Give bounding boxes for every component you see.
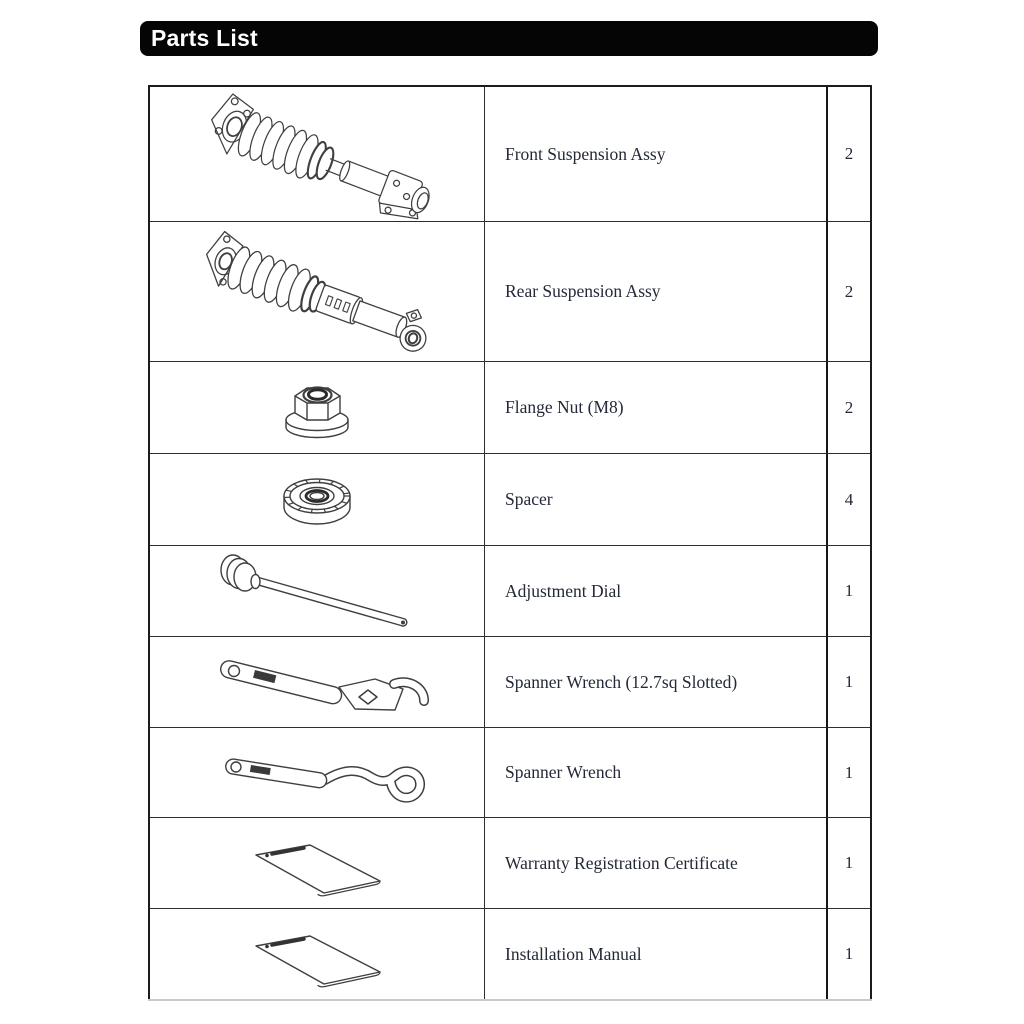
part-name: Spacer: [505, 489, 553, 509]
part-illustration-cell: [150, 221, 484, 361]
part-quantity-cell: [826, 636, 870, 727]
part-description-cell: [484, 453, 826, 545]
adjustment-dial-icon: [207, 550, 427, 632]
spacer-icon: [262, 460, 372, 540]
part-qty: 1: [844, 672, 854, 691]
part-name: Spanner Wrench (12.7sq Slotted): [505, 671, 738, 692]
part-illustration-cell: [150, 817, 484, 908]
installation-manual-icon: [232, 912, 402, 996]
part-qty: 1: [844, 762, 854, 782]
part-qty: 2: [844, 144, 854, 163]
part-description-cell: [484, 908, 826, 999]
part-description-cell: [484, 636, 826, 727]
part-qty: 4: [844, 489, 854, 509]
part-quantity-cell: [826, 817, 870, 908]
parts-list-header-bar: [140, 21, 878, 56]
part-quantity-cell: [826, 361, 870, 453]
part-quantity-cell: [826, 727, 870, 817]
rear-suspension-assy-icon: [167, 223, 467, 361]
scan-shadow-line: [148, 999, 872, 1001]
part-qty: 1: [844, 944, 854, 963]
spanner-wrench-hook-icon: [197, 728, 437, 818]
part-quantity-cell: [826, 908, 870, 999]
part-description-cell: [484, 87, 826, 221]
part-name: Flange Nut (M8): [505, 397, 624, 417]
part-quantity-cell: [826, 221, 870, 361]
warranty-certificate-icon: [232, 821, 402, 905]
part-description-cell: [484, 361, 826, 453]
part-quantity-cell: [826, 453, 870, 545]
part-illustration-cell: [150, 727, 484, 817]
part-illustration-cell: [150, 361, 484, 453]
part-description-cell: [484, 221, 826, 361]
part-description-cell: [484, 545, 826, 636]
part-description-cell: [484, 727, 826, 817]
part-name: Adjustment Dial: [505, 580, 622, 601]
part-name: Front Suspension Assy: [505, 143, 666, 164]
flange-nut-icon: [262, 368, 372, 448]
part-qty: 2: [844, 281, 854, 301]
part-description-cell: [484, 817, 826, 908]
part-name: Rear Suspension Assy: [505, 281, 661, 301]
part-illustration-cell: [150, 545, 484, 636]
part-name: Warranty Registration Certificate: [505, 852, 738, 873]
part-illustration-cell: [150, 87, 484, 221]
part-illustration-cell: [150, 908, 484, 999]
spanner-wrench-slotted-icon: [197, 637, 437, 727]
part-quantity-cell: [826, 87, 870, 221]
part-quantity-cell: [826, 545, 870, 636]
part-illustration-cell: [150, 453, 484, 545]
part-qty: 1: [844, 581, 854, 600]
part-name: Spanner Wrench: [505, 762, 622, 782]
parts-table: [148, 85, 872, 1001]
part-name: Installation Manual: [505, 943, 642, 964]
front-suspension-assy-icon: [167, 88, 467, 220]
part-qty: 2: [844, 397, 854, 417]
part-qty: 1: [844, 853, 854, 872]
part-illustration-cell: [150, 636, 484, 727]
page-title: Parts List: [151, 25, 258, 51]
